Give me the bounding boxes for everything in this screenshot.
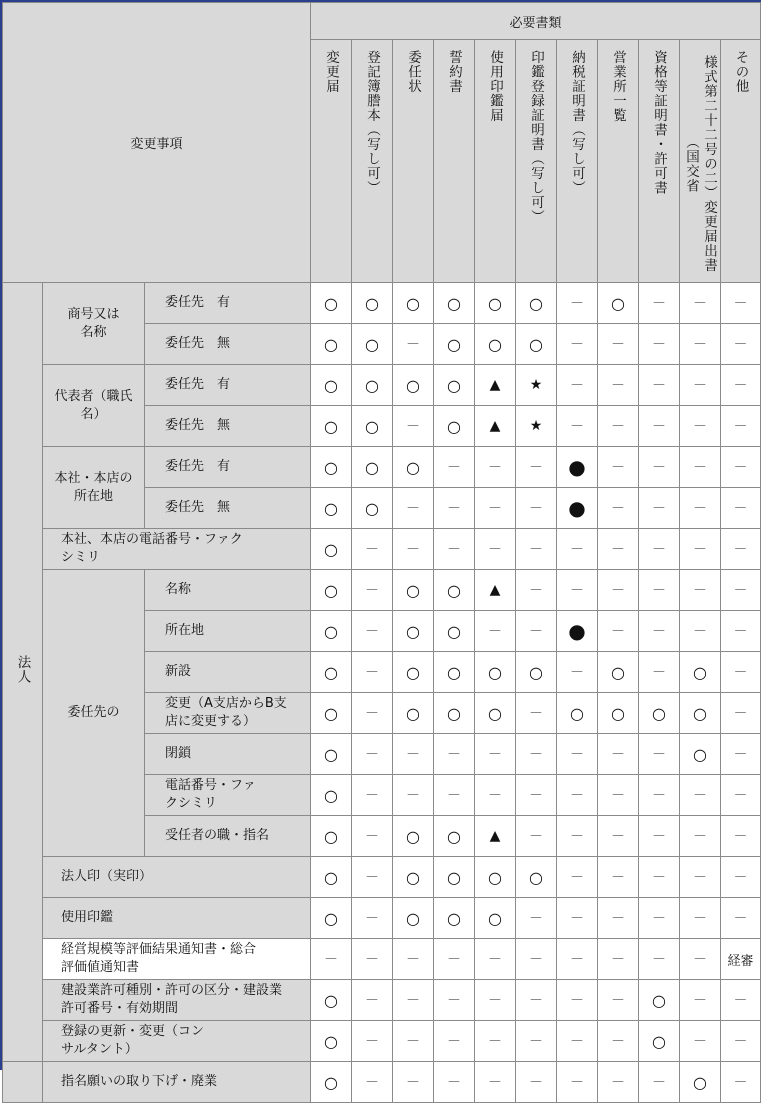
mark-dash: －	[721, 365, 761, 406]
mark-dash: －	[639, 488, 680, 529]
mark-dot: ●	[557, 611, 598, 652]
mark-circle: ○	[475, 652, 516, 693]
mark-dash: －	[721, 898, 761, 939]
mark-circle: ○	[434, 570, 475, 611]
toroku-label: 登録の更新・変更（コンサルタント）	[43, 1021, 311, 1062]
mark-circle: ○	[352, 365, 393, 406]
mark-dot: ●	[557, 447, 598, 488]
mark-circle: ○	[680, 652, 721, 693]
mark-dash: －	[516, 1062, 557, 1103]
mark-circle: ○	[475, 693, 516, 734]
mark-dash: －	[639, 283, 680, 324]
mark-dash: －	[475, 939, 516, 980]
ininsaki-label: 委任先の	[43, 570, 145, 857]
mark-dash: －	[516, 570, 557, 611]
mark-dash: －	[516, 488, 557, 529]
mark-circle: ○	[393, 857, 434, 898]
required-documents-table	[2, 2, 761, 1103]
mark-dash: －	[680, 488, 721, 529]
col-header-henko-todokede: 様式第二十二号の二）変更届出書（国交省	[680, 40, 721, 283]
mark-dash: －	[475, 1021, 516, 1062]
mark-circle: ○	[393, 898, 434, 939]
mark-dash: －	[598, 939, 639, 980]
mark-dash: －	[680, 324, 721, 365]
mark-dash: －	[598, 324, 639, 365]
sub-label-yes: 委任先 有	[145, 283, 311, 324]
mark-circle: ○	[639, 980, 680, 1021]
mark-dash: －	[475, 488, 516, 529]
mark-circle: ○	[311, 283, 352, 324]
mark-dash: －	[557, 652, 598, 693]
mark-dash: －	[516, 734, 557, 775]
mark-dash: －	[680, 611, 721, 652]
mark-dash: －	[598, 1062, 639, 1103]
mark-dash: －	[434, 980, 475, 1021]
mark-dash: －	[516, 447, 557, 488]
col-header-eigyosho: 営業所一覧	[598, 40, 639, 283]
mark-dash: －	[557, 365, 598, 406]
col-header-inkan-toroku: 印鑑登録証明書（写し可）	[516, 40, 557, 283]
mark-keishin-text: 経審	[721, 939, 761, 980]
mark-dash: －	[434, 939, 475, 980]
mark-circle: ○	[311, 488, 352, 529]
mark-dash: －	[639, 406, 680, 447]
mark-dash: －	[352, 775, 393, 816]
hojin-in-label: 法人印（実印）	[43, 857, 311, 898]
mark-dash: －	[639, 734, 680, 775]
mark-circle: ○	[475, 324, 516, 365]
mark-circle: ○	[598, 283, 639, 324]
mark-dash: －	[721, 447, 761, 488]
mark-circle: ○	[352, 406, 393, 447]
mark-dash: －	[639, 816, 680, 857]
mark-dash: －	[598, 488, 639, 529]
mark-dash: －	[516, 980, 557, 1021]
mark-circle: ○	[434, 611, 475, 652]
mark-dash: －	[598, 898, 639, 939]
mark-circle: ○	[434, 652, 475, 693]
mark-dash: －	[434, 529, 475, 570]
mark-dash: －	[352, 816, 393, 857]
mark-circle: ○	[516, 324, 557, 365]
mark-circle: ○	[598, 652, 639, 693]
mark-dash: －	[352, 693, 393, 734]
mark-dash: －	[721, 283, 761, 324]
mark-dash: －	[557, 939, 598, 980]
mark-circle: ○	[516, 857, 557, 898]
mark-dash: －	[598, 816, 639, 857]
mark-dash: －	[721, 980, 761, 1021]
mark-circle: ○	[434, 283, 475, 324]
mark-dash: －	[721, 1021, 761, 1062]
mark-dash: －	[639, 447, 680, 488]
mark-circle: ○	[516, 283, 557, 324]
mark-dash: －	[475, 734, 516, 775]
mark-circle: ○	[393, 570, 434, 611]
mark-dash: －	[721, 816, 761, 857]
mark-circle: ○	[311, 734, 352, 775]
sub-label-no: 委任先 無	[145, 324, 311, 365]
mark-dash: －	[557, 734, 598, 775]
mark-dash: －	[516, 898, 557, 939]
mark-circle: ○	[434, 857, 475, 898]
mark-dash: －	[721, 652, 761, 693]
mark-dash: －	[516, 529, 557, 570]
mark-star: ★	[516, 406, 557, 447]
mark-dash: －	[639, 529, 680, 570]
mark-dash: －	[721, 693, 761, 734]
mark-circle: ○	[352, 283, 393, 324]
mark-dash: －	[639, 898, 680, 939]
mark-dash: －	[475, 611, 516, 652]
mark-dash: －	[557, 324, 598, 365]
mark-dash: －	[721, 406, 761, 447]
mark-dash: －	[680, 570, 721, 611]
mark-dash: －	[475, 775, 516, 816]
mark-dash: －	[352, 1021, 393, 1062]
mark-dash: －	[639, 939, 680, 980]
mark-dash: －	[639, 775, 680, 816]
mark-dash: －	[598, 734, 639, 775]
mark-circle: ○	[311, 324, 352, 365]
mark-dash: －	[516, 775, 557, 816]
mark-dash: －	[393, 775, 434, 816]
mark-dash: －	[680, 283, 721, 324]
mark-triangle: ▲	[475, 570, 516, 611]
mark-circle: ○	[311, 611, 352, 652]
mark-circle: ○	[311, 1062, 352, 1103]
mark-dash: －	[680, 1021, 721, 1062]
mark-dash: －	[680, 898, 721, 939]
mark-dash: －	[680, 775, 721, 816]
sub-label-denwa: 電話番号・ファクシミリ	[145, 775, 311, 816]
mark-dash: －	[393, 324, 434, 365]
mark-dash: －	[352, 734, 393, 775]
mark-dash: －	[598, 447, 639, 488]
mark-dash: －	[557, 529, 598, 570]
mark-circle: ○	[311, 816, 352, 857]
mark-dash: －	[557, 857, 598, 898]
mark-dash: －	[393, 980, 434, 1021]
col-header-henkotodoke: 変更届	[311, 40, 352, 283]
mark-dash: －	[598, 529, 639, 570]
mark-dash: －	[721, 1062, 761, 1103]
mark-circle: ○	[475, 857, 516, 898]
mark-dash: －	[352, 611, 393, 652]
daihyo-label: 代表者（職氏名）	[43, 365, 145, 447]
mark-circle: ○	[434, 365, 475, 406]
mark-dash: －	[434, 1062, 475, 1103]
mark-dash: －	[598, 857, 639, 898]
mark-circle: ○	[311, 365, 352, 406]
mark-dash: －	[393, 1062, 434, 1103]
mark-circle: ○	[434, 324, 475, 365]
mark-circle: ○	[311, 529, 352, 570]
col-header-tokibo: 登記簿謄本（写し可）	[352, 40, 393, 283]
mark-circle: ○	[311, 447, 352, 488]
mark-dash: －	[352, 529, 393, 570]
mark-dash: －	[680, 980, 721, 1021]
mark-circle: ○	[557, 693, 598, 734]
mark-dash: －	[639, 611, 680, 652]
mark-dash: －	[434, 775, 475, 816]
mark-dash: －	[516, 611, 557, 652]
mark-dash: －	[434, 447, 475, 488]
mark-dash: －	[557, 283, 598, 324]
mark-dash: －	[557, 1021, 598, 1062]
col-header-shikaku: 資格等証明書・許可書	[639, 40, 680, 283]
mark-circle: ○	[434, 898, 475, 939]
mark-dash: －	[721, 324, 761, 365]
shiyo-inkan-label: 使用印鑑	[43, 898, 311, 939]
mark-dash: －	[598, 1021, 639, 1062]
mark-dash: －	[557, 1062, 598, 1103]
mark-dash: －	[598, 365, 639, 406]
col-header-sonota: その他	[721, 40, 761, 283]
mark-circle: ○	[598, 693, 639, 734]
mark-dash: －	[475, 447, 516, 488]
shogo-label: 商号又は名称	[43, 283, 145, 365]
sub-label-junin: 受任者の職・指名	[145, 816, 311, 857]
mark-dash: －	[393, 406, 434, 447]
mark-dash: －	[598, 570, 639, 611]
mark-dash: －	[721, 734, 761, 775]
mark-circle: ○	[352, 324, 393, 365]
mark-dash: －	[680, 406, 721, 447]
mark-dash: －	[393, 488, 434, 529]
mark-dash: －	[680, 365, 721, 406]
mark-dash: －	[352, 570, 393, 611]
mark-dash: －	[434, 488, 475, 529]
mark-dash: －	[598, 611, 639, 652]
mark-dash: －	[598, 980, 639, 1021]
mark-dash: －	[721, 570, 761, 611]
mark-dash: －	[352, 898, 393, 939]
mark-dash: －	[393, 734, 434, 775]
col-header-shiyo-inkan: 使用印鑑届	[475, 40, 516, 283]
col-header-seiyakusho: 誓約書	[434, 40, 475, 283]
mark-dash: －	[680, 816, 721, 857]
mark-dash: －	[352, 939, 393, 980]
mark-circle: ○	[393, 365, 434, 406]
mark-circle: ○	[680, 1062, 721, 1103]
mark-dash: －	[557, 816, 598, 857]
mark-dash: －	[393, 1021, 434, 1062]
mark-dot: ●	[557, 488, 598, 529]
mark-circle: ○	[680, 734, 721, 775]
mark-circle: ○	[639, 1021, 680, 1062]
mark-circle: ○	[393, 693, 434, 734]
denwa-label: 本社、本店の電話番号・ファクシミリ	[43, 529, 311, 570]
mark-dash: －	[311, 939, 352, 980]
mark-star: ★	[516, 365, 557, 406]
sub-label-meisho: 名称	[145, 570, 311, 611]
mark-dash: －	[557, 898, 598, 939]
mark-circle: ○	[434, 816, 475, 857]
mark-dash: －	[352, 857, 393, 898]
mark-dash: －	[639, 652, 680, 693]
mark-dash: －	[639, 570, 680, 611]
mark-dash: －	[721, 488, 761, 529]
mark-dash: －	[393, 529, 434, 570]
mark-triangle: ▲	[475, 406, 516, 447]
sub-label-heisa: 閉鎖	[145, 734, 311, 775]
mark-circle: ○	[393, 652, 434, 693]
mark-dash: －	[352, 652, 393, 693]
mark-circle: ○	[639, 693, 680, 734]
mark-triangle: ▲	[475, 816, 516, 857]
shimei-left-spacer	[3, 1062, 43, 1103]
mark-dash: －	[557, 980, 598, 1021]
mark-dash: －	[680, 529, 721, 570]
header-required-docs: 必要書類	[311, 3, 761, 40]
mark-circle: ○	[393, 283, 434, 324]
mark-circle: ○	[311, 570, 352, 611]
kyoka-label: 建設業許可種別・許可の区分・建設業許可番号・有効期間	[43, 980, 311, 1021]
mark-circle: ○	[393, 816, 434, 857]
mark-dash: －	[557, 775, 598, 816]
mark-dash: －	[516, 939, 557, 980]
col-header-ininjo: 委任状	[393, 40, 434, 283]
honsha-label: 本社・本店の所在地	[43, 447, 145, 529]
header-change-items: 変更事項	[3, 3, 311, 283]
mark-circle: ○	[475, 898, 516, 939]
sub-label-no: 委任先 無	[145, 488, 311, 529]
mark-circle: ○	[311, 857, 352, 898]
mark-circle: ○	[311, 775, 352, 816]
mark-dash: －	[721, 775, 761, 816]
shimei-label: 指名願いの取り下げ・廃業	[43, 1062, 311, 1103]
mark-circle: ○	[311, 693, 352, 734]
mark-circle: ○	[311, 406, 352, 447]
keishin-label: 経営規模等評価結果通知書・総合評価値通知書	[43, 939, 311, 980]
col-header-nozei: 納税証明書（写し可）	[557, 40, 598, 283]
mark-dash: －	[598, 406, 639, 447]
sub-label-yes: 委任先 有	[145, 365, 311, 406]
sub-label-shozaichi: 所在地	[145, 611, 311, 652]
mark-dash: －	[434, 734, 475, 775]
corp-label: 法人	[3, 283, 43, 1062]
mark-dash: －	[557, 570, 598, 611]
mark-dash: －	[475, 529, 516, 570]
mark-dash: －	[557, 406, 598, 447]
mark-circle: ○	[311, 1021, 352, 1062]
mark-circle: ○	[434, 693, 475, 734]
mark-circle: ○	[311, 980, 352, 1021]
mark-dash: －	[475, 1062, 516, 1103]
mark-circle: ○	[475, 283, 516, 324]
mark-dash: －	[352, 980, 393, 1021]
mark-dash: －	[598, 775, 639, 816]
mark-dash: －	[639, 1062, 680, 1103]
sub-label-no: 委任先 無	[145, 406, 311, 447]
mark-dash: －	[721, 857, 761, 898]
mark-circle: ○	[311, 652, 352, 693]
mark-circle: ○	[352, 488, 393, 529]
mark-dash: －	[639, 365, 680, 406]
mark-circle: ○	[393, 611, 434, 652]
mark-dash: －	[680, 447, 721, 488]
mark-dash: －	[516, 816, 557, 857]
mark-dash: －	[516, 1021, 557, 1062]
mark-circle: ○	[352, 447, 393, 488]
mark-dash: －	[639, 857, 680, 898]
mark-dash: －	[516, 693, 557, 734]
mark-dash: －	[639, 324, 680, 365]
sub-label-shinsetsu: 新設	[145, 652, 311, 693]
mark-dash: －	[393, 939, 434, 980]
mark-circle: ○	[516, 652, 557, 693]
mark-dash: －	[721, 529, 761, 570]
sub-label-yes: 委任先 有	[145, 447, 311, 488]
mark-circle: ○	[311, 898, 352, 939]
mark-dash: －	[721, 611, 761, 652]
mark-dash: －	[352, 1062, 393, 1103]
mark-circle: ○	[434, 406, 475, 447]
mark-dash: －	[475, 980, 516, 1021]
mark-circle: ○	[393, 447, 434, 488]
mark-circle: ○	[680, 693, 721, 734]
mark-dash: －	[680, 939, 721, 980]
sub-label-henko: 変更（A支店からB支店に変更する）	[145, 693, 311, 734]
mark-dash: －	[680, 857, 721, 898]
mark-dash: －	[434, 1021, 475, 1062]
mark-triangle: ▲	[475, 365, 516, 406]
